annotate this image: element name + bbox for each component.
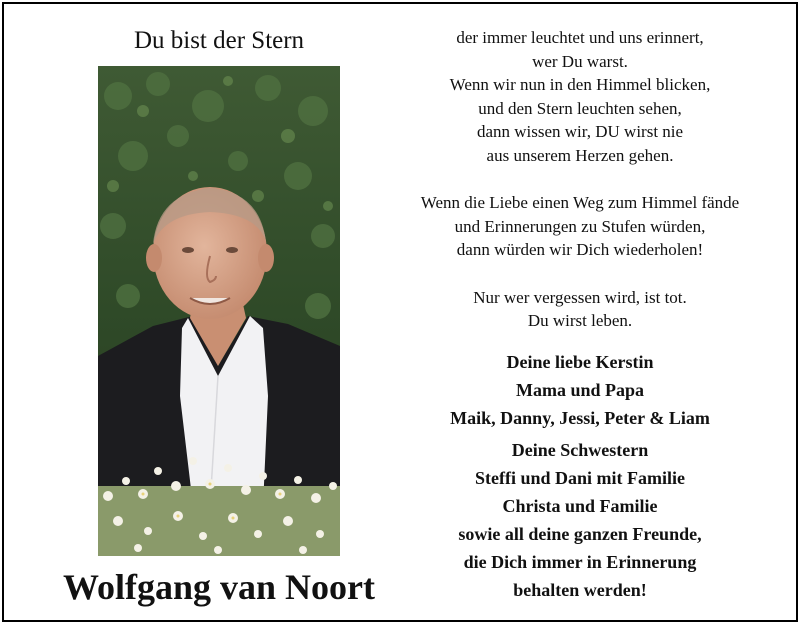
signature-line: behalten werden! (513, 580, 647, 600)
obituary-card (2, 2, 798, 622)
signature-line: Maik, Danny, Jessi, Peter & Liam (450, 408, 710, 428)
signature-line: Steffi und Dani mit Familie (475, 468, 685, 488)
poem-line: und den Stern leuchten sehen, (478, 98, 682, 118)
poem-line: dann wissen wir, DU wirst nie (476, 122, 684, 141)
poem-line: Du wirst leben. (527, 311, 633, 330)
poem-line: Wenn wir nun in den Himmel blicken, (449, 75, 711, 94)
poem-line: wer Du warst. (532, 51, 628, 71)
poem-line: Nur wer vergessen wird, ist tot. (473, 287, 687, 307)
stanza-divider (390, 167, 770, 191)
poem-line: dann würden wir Dich wiederholen! (456, 240, 704, 259)
header-title: Du bist der Stern (133, 27, 305, 54)
signature-line: die Dich immer in Erinnerung (463, 552, 697, 572)
deceased-name: Wolfgang van Noort (62, 567, 375, 607)
poem-line: aus unserem Herzen gehen. (486, 145, 674, 165)
signature-line: Deine liebe Kerstin (506, 352, 654, 372)
portrait-photo (98, 66, 340, 556)
poem-line: und Erinnerungen zu Stufen würden, (454, 216, 706, 236)
stanza-divider (390, 262, 770, 286)
signature-line: Christa und Familie (502, 496, 658, 516)
poem-text (390, 26, 770, 333)
signature-line: Mama und Papa (515, 380, 645, 400)
signature-line: sowie all deine ganzen Freunde, (458, 524, 702, 544)
signature-line: Deine Schwestern (511, 440, 649, 460)
poem-line: Wenn die Liebe einen Weg zum Himmel fände (420, 193, 740, 212)
poem-line: der immer leuchtet und uns erinnert, (456, 28, 704, 47)
mourners-signature (390, 348, 770, 604)
